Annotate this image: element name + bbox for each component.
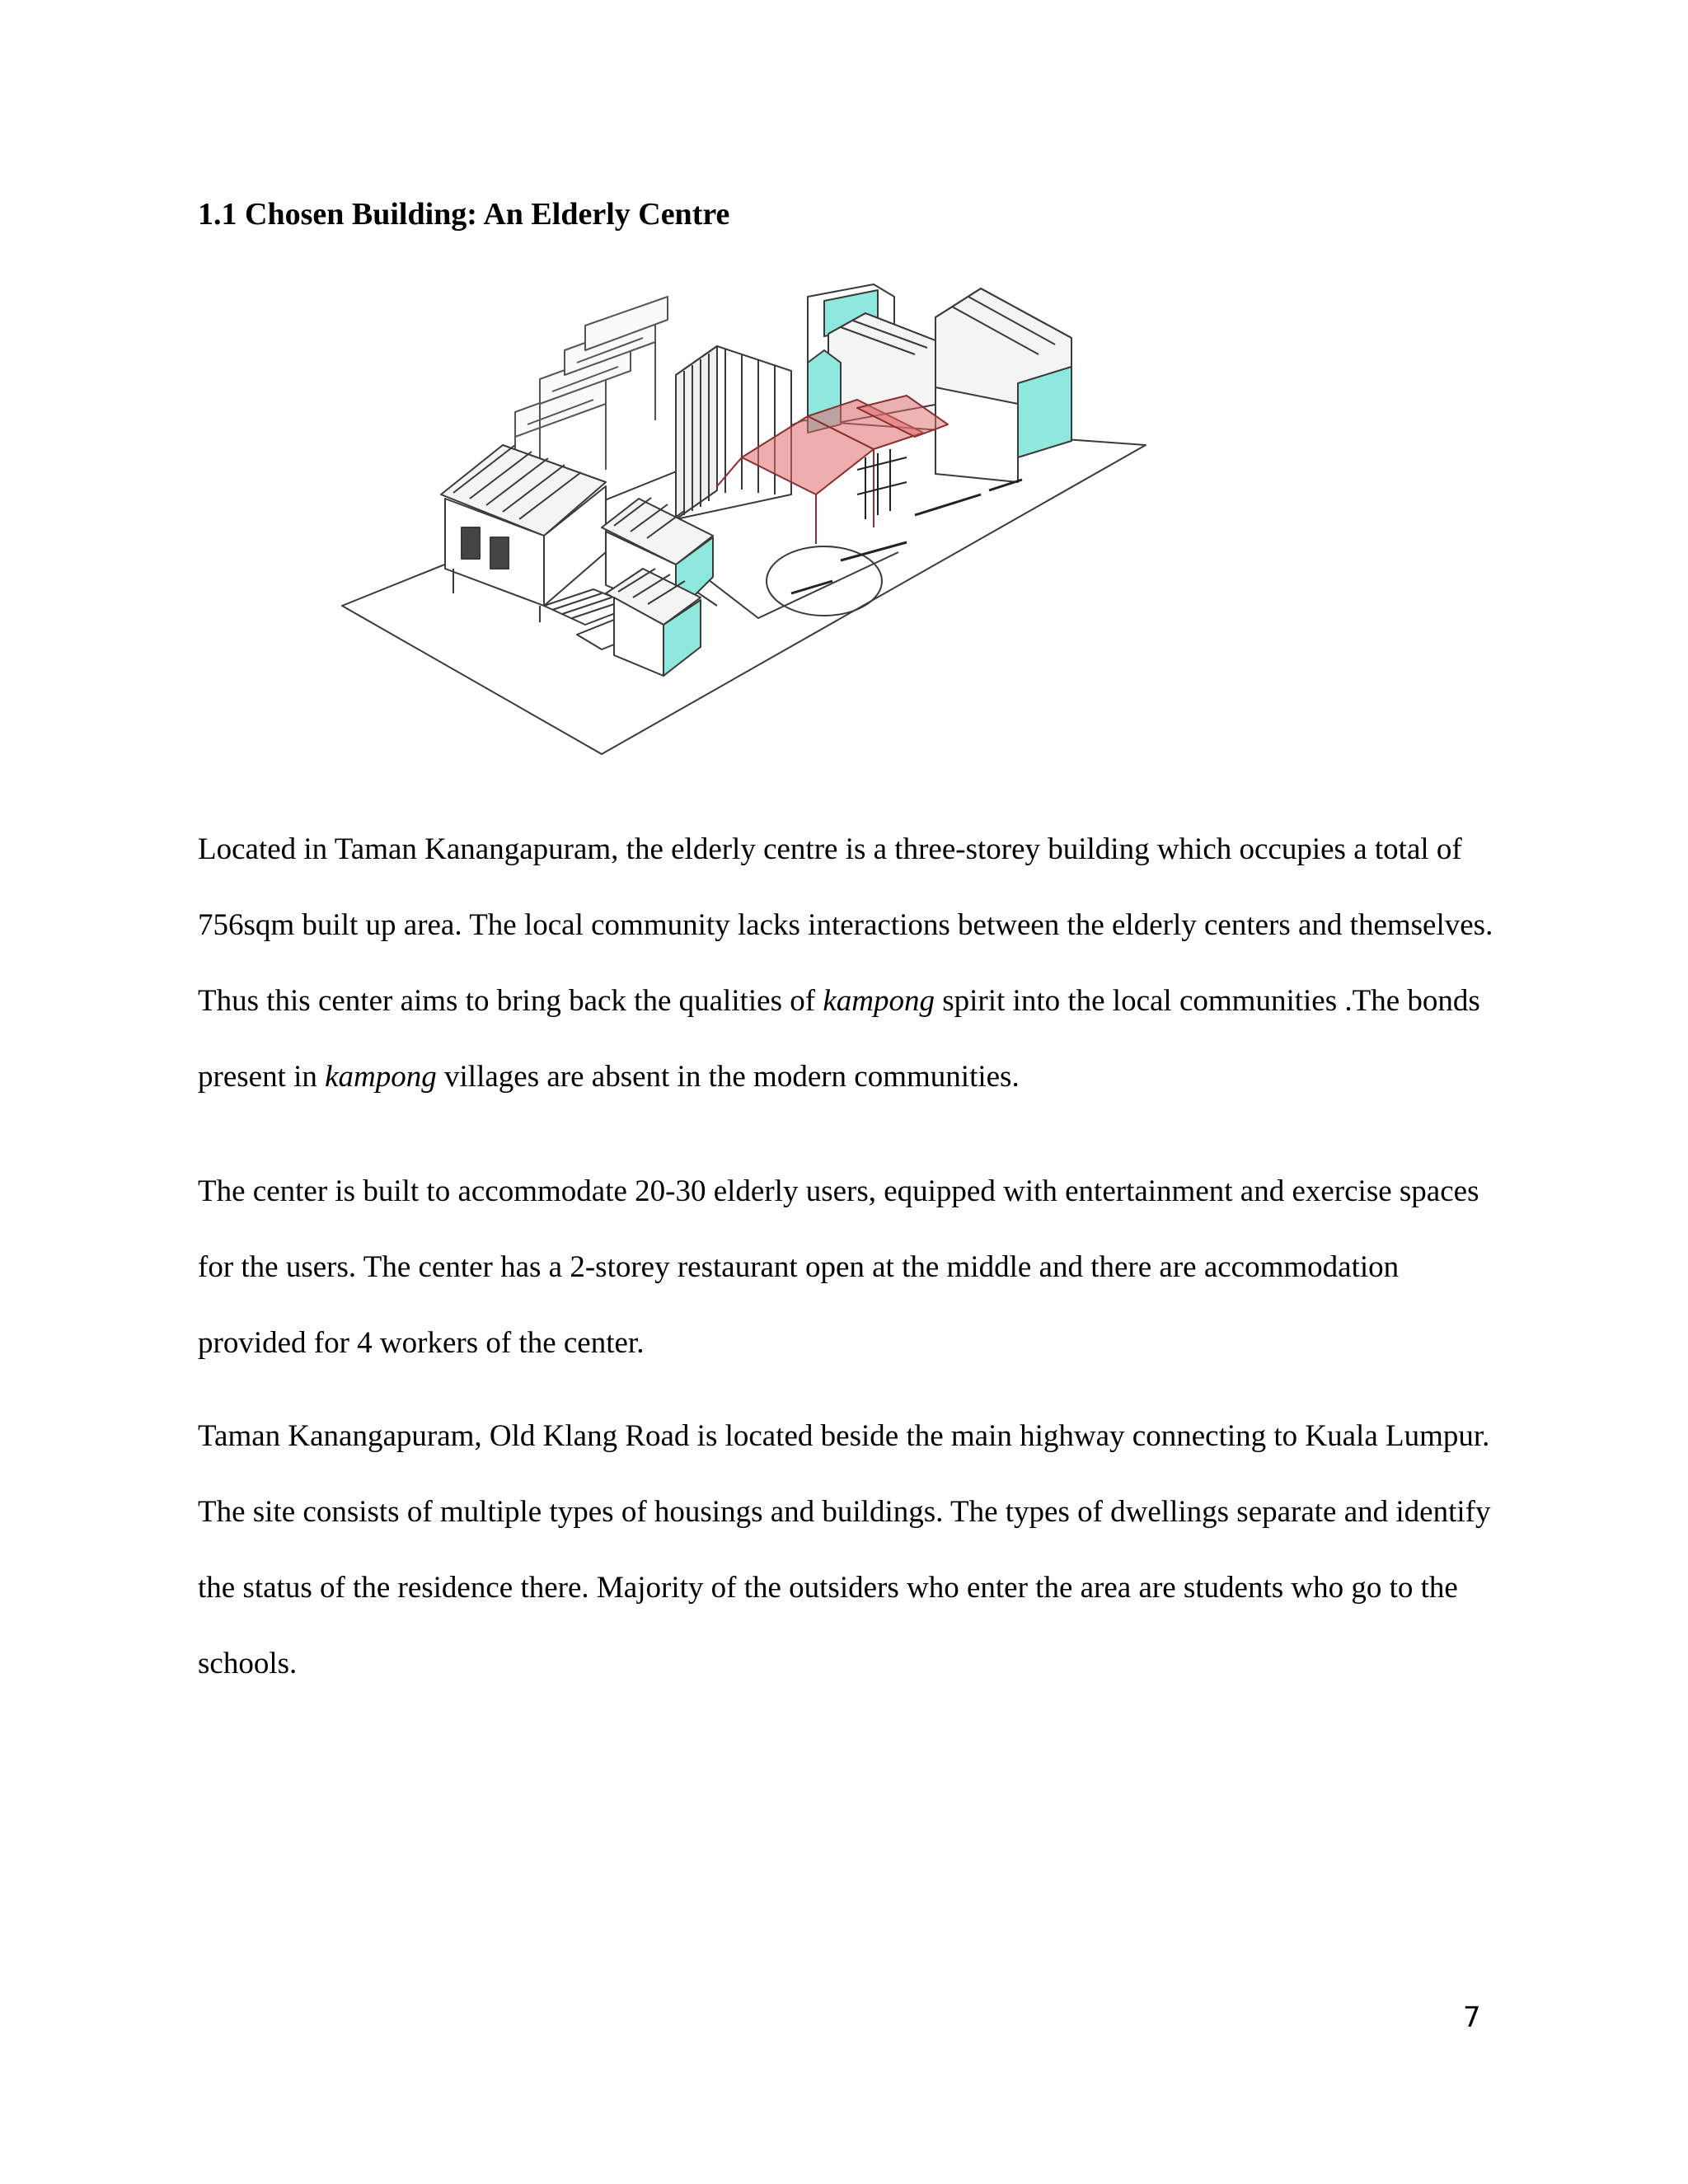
paragraph-1-italic-kampong-2: kampong xyxy=(325,1060,437,1094)
paragraph-2 xyxy=(198,1154,1500,1381)
paragraph-1-text-c: villages are absent in the modern communities. xyxy=(436,1060,1020,1094)
axonometric-drawing xyxy=(330,280,1170,775)
paragraph-3 xyxy=(198,1399,1500,1702)
section-heading: 1.1 Chosen Building: An Elderly Centre xyxy=(198,197,730,232)
paragraph-1-text-b: spirit into the local communities .The bonds present in xyxy=(198,984,1480,1094)
paragraph-3-text: Taman Kanangapuram, Old Klang Road is located beside the main highway connecting to Kuala Lumpur. The site consists of multiple types of housings and buildings. The types of dwellings separate and identify the status of the residence there. Majority of the outsiders who enter the area are students who go to the schools. xyxy=(198,1419,1491,1680)
paragraph-1-italic-kampong-1: kampong xyxy=(823,984,935,1018)
central-tall-building xyxy=(676,346,791,519)
paragraph-1-text-a: Located in Taman Kanangapuram, the elderly centre is a three-storey building which occupies a total of 756sqm built up area. The local community lacks interactions between the elderly centers and themselves. Thus this center aims to bring back the qualities of xyxy=(198,832,1493,1018)
paragraph-2-text: The center is built to accommodate 20-30 elderly users, equipped with entertainment and exercise spaces for the users. The center has a 2-storey restaurant open at the middle and there are accommodation provided for 4 workers of the center. xyxy=(198,1174,1479,1360)
page-number: 7 xyxy=(1463,2001,1481,2034)
building-axonometric-icon xyxy=(330,280,1170,775)
paragraph-1 xyxy=(198,812,1500,1115)
